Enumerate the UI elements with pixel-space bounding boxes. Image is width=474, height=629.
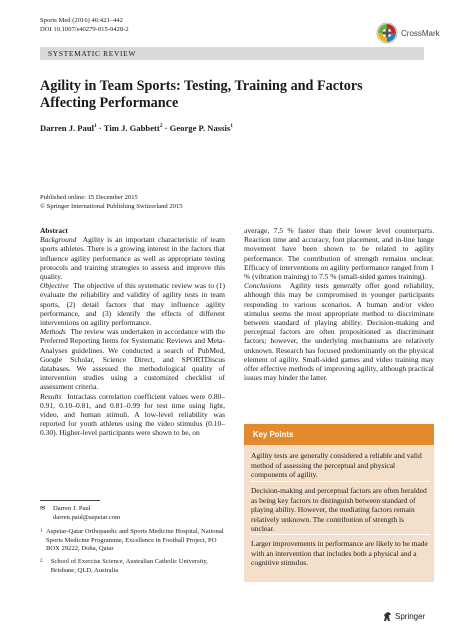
article-title: Agility in Team Sports: Testing, Training and Factors Affecting Performance [40, 78, 363, 111]
author-list [40, 123, 233, 133]
journal-line: Sports Med (2016) 46:421–442 [40, 17, 123, 24]
abstract-background [40, 235, 225, 281]
journal-citation [40, 16, 129, 34]
springer-horse-icon [382, 611, 393, 622]
key-point-divider [250, 481, 430, 482]
key-point-divider [250, 534, 430, 535]
author-name[interactable]: Tim J. Gabbett [103, 123, 160, 133]
envelope-icon: ✉ [40, 505, 46, 512]
key-points-title: Key Points [253, 430, 294, 439]
abstract-heading: Abstract [40, 226, 68, 235]
key-point-item: Decision-making and perceptual factors are often heralded as being key factors to distinguish between standard of playing ability. However, the mediating factors remain relatively unknown. The contribution of strength is unclear. [251, 486, 427, 533]
methods-label: Methods [40, 327, 66, 337]
abstract-right-column [244, 226, 434, 382]
key-point-item: Agility tests are generally considered a reliable and valid method of assessing the perceptual and physical components of agility. [251, 451, 422, 479]
crossmark-label: CrossMark [401, 28, 440, 38]
results-text: Intraclass correlation coefficient values were 0.80–0.91, 0.10–0.81, and 0.81–0.99 for test time using light, video, and human stimuli. A low-level reliability was reported for youth athletes using the video stimulus (0.10–0.30). Higher-level participants were shown to be, on [40, 391, 225, 438]
crossmark-badge[interactable] [376, 22, 440, 44]
published-date: Published online: 15 December 2015 [40, 194, 138, 201]
author-affiliation-mark: 1 [94, 123, 97, 130]
copyright-line: © Springer International Publishing Switzerland 2015 [40, 202, 183, 210]
results-continued: average, 7.5 % faster than their lower level counterparts. Reaction time and accuracy, foot placement, and in-line lunge movement have been shown to be related to agility performance. The contribution of strength remains unclear. Efficacy of interventions on agility performance ranged from 1 % (vibration training) to 7.5 % (small-sided games training). [244, 226, 434, 282]
section-label: SYSTEMATIC REVIEW [48, 49, 137, 58]
abstract-results [40, 392, 225, 438]
crossmark-icon [376, 22, 398, 44]
affiliation-footnote [40, 528, 225, 554]
author-name[interactable]: Darren J. Paul [40, 123, 95, 133]
conclusions-label: Conclusions [244, 281, 282, 291]
affiliation-number: 2 [40, 559, 43, 564]
abstract-conclusions [244, 281, 434, 382]
abstract-left-column [40, 226, 225, 438]
objective-text: The objective of this systematic review was to (1) evaluate the reliability and validity of agility tests in team sports, (2) detail factors that may influence agility performance, and (3) identify the effects of different interventions on agility performance. [40, 281, 225, 328]
methods-text: The review was undertaken in accordance with the Preferred Reporting Items for Systematic Reviews and Meta-Analyses guidelines. We conducted a search of PubMed, Google Scholar, Science Direct, and SPORTDiscus databases. We assessed the methodological quality of intervention studies using a customized checklist of assessment criteria. [40, 327, 226, 392]
author-separator: · [96, 123, 104, 133]
doi-line[interactable]: DOI 10.1007/s40279-015-0428-2 [40, 26, 129, 33]
author-affiliation-mark: 1 [230, 123, 233, 130]
publication-info [40, 194, 183, 211]
corresponding-author [40, 505, 120, 522]
background-text: Agility is an important characteristic of team sports athletes. There is a growing interest in the factors that influence agility performance as well as appropriate testing protocols and training strategies to assess and improve this quality. [40, 235, 225, 282]
corresponding-email[interactable]: darren.paul@aspetar.com [53, 513, 121, 521]
affiliation-footnote [40, 558, 225, 575]
publisher-name: Springer [395, 612, 426, 621]
author-name[interactable]: George P. Nassis [169, 123, 231, 133]
author-affiliation-mark: 2 [159, 123, 163, 130]
conclusions-text: Agility tests generally offer good reliability, although this may be compromised in younger participants responding to various scenarios. A human and/or video stimulus seems the most appropriate method to discriminate between standard of playing ability. Decision-making and perceptual factors are often propositioned as discriminant factors; however, the underlying mechanisms are relatively unknown. Research has focused predominantly on the physical element of agility. Small-sided games and video training may offer effective methods of improving agility, although practical issues may hinder the latter. [244, 281, 435, 383]
abstract-methods [40, 327, 225, 391]
key-point-item: Larger improvements in performance are likely to be made with an intervention that includes both a physical and a cognitive stimulus. [251, 539, 428, 567]
results-label: Results [40, 391, 62, 401]
objective-label: Objective [40, 281, 69, 291]
publisher-logo [382, 611, 425, 622]
affiliation-text: Aspetar-Qatar Orthopaedic and Sports Medicine Hospital, National Sports Medicine Programme, Excellence in Football Project, PO BOX 29222, Doha, Qatar [45, 528, 224, 553]
corresponding-name: Darren J. Paul [53, 505, 91, 512]
author-separator: · [162, 123, 170, 133]
abstract-objective [40, 281, 225, 327]
affiliation-number: 1 [40, 529, 43, 534]
footnote-rule [40, 500, 100, 501]
affiliation-text: School of Exercise Science, Australian Catholic University, Brisbane, QLD, Australia [50, 558, 208, 574]
background-label: Background [40, 235, 77, 245]
